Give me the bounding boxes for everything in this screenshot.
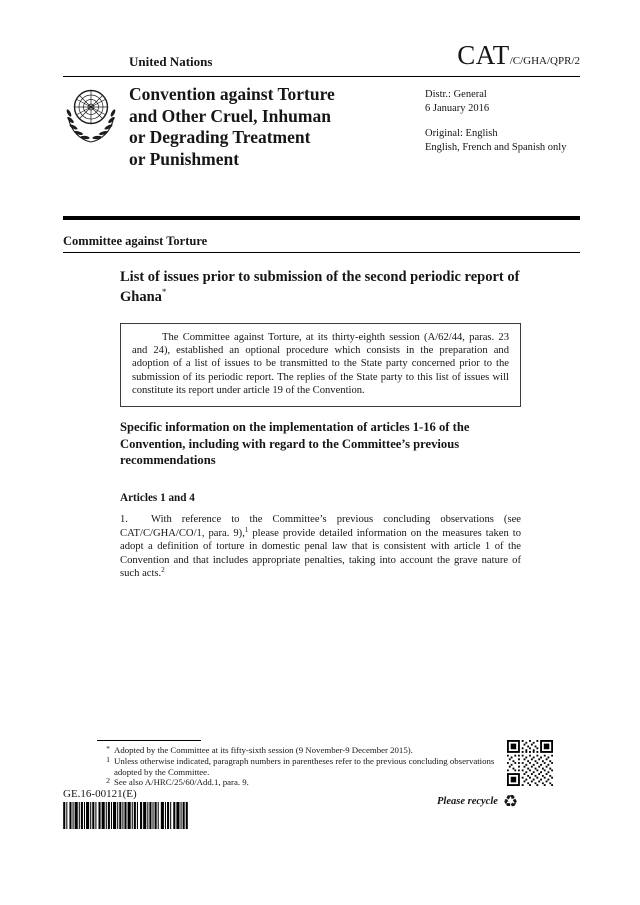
convention-title-line: or Degrading Treatment <box>129 127 311 147</box>
footnote-text: Adopted by the Committee at its fifty-sixth session (9 November-9 December 2015). <box>114 745 413 755</box>
committee-name: Committee against Torture <box>63 234 208 248</box>
convention-title-line: or Punishment <box>129 148 240 169</box>
spacer <box>425 115 566 127</box>
footnote-text: Unless otherwise indicated, paragraph numbers in parentheses refer to the previous concluding observations adopted by the Committee. <box>114 755 495 777</box>
barcode <box>63 802 188 834</box>
un-emblem-icon <box>60 82 122 151</box>
header-rule <box>63 76 580 77</box>
separator-bar <box>63 216 580 220</box>
document-title <box>120 268 560 307</box>
original-language-line: Original: English <box>425 128 498 139</box>
qr-code <box>507 740 553 791</box>
document-id: GE.16-00121(E) <box>63 788 137 800</box>
convention-title-line: Convention against Torture <box>129 84 335 104</box>
footnotes <box>97 745 521 788</box>
footnote-marker: 2 <box>106 776 110 786</box>
paragraph-number: 1. <box>120 514 128 525</box>
recycle-icon: ♻ <box>502 792 519 811</box>
date-line: 6 January 2016 <box>425 102 490 114</box>
document-title-text: List of issues prior to submission of the second periodic report of Ghana <box>120 269 520 305</box>
footnote-ref-2: 2 <box>161 566 165 575</box>
doc-symbol <box>457 40 580 71</box>
doc-symbol-main: CAT <box>457 40 510 70</box>
articles-sub-heading: Articles 1 and 4 <box>120 492 195 504</box>
distribution-block <box>425 88 566 154</box>
title-footnote-marker: * <box>161 286 167 297</box>
languages-line: English, French and Spanish only <box>425 141 567 153</box>
recycle-label: Please recycle <box>437 796 498 807</box>
footnote-star <box>97 745 521 756</box>
convention-title-line: and Other Cruel, Inhuman <box>129 105 331 126</box>
footnote-ref-1: 1 <box>244 525 249 534</box>
paragraph-text: please provide detailed information on the measures taken to adopt a definition of torture in domestic penal law that is consistent with article 1 of the Convention and that includes appropriate penalties, taking into account the grave nature of such acts. <box>120 527 522 580</box>
paragraph-text: With reference to the Committee’s previous concluding observations (see CAT/C/GHA/CO/1, para. 9), <box>120 514 521 539</box>
footnote-text: See also A/HRC/25/60/Add.1, para. 9. <box>114 777 249 788</box>
section-heading: Specific information on the implementation of articles 1-16 of the Convention, including with regard to the Committee’s previous recommendations <box>120 420 470 467</box>
distr-line: Distr.: General <box>425 89 487 100</box>
recycle-note <box>437 793 518 810</box>
footnote-marker: 1 <box>106 754 110 764</box>
footnote-2 <box>97 777 521 788</box>
doc-symbol-suffix: /C/GHA/QPR/2 <box>509 55 580 67</box>
convention-title <box>129 84 441 170</box>
procedure-box-text: The Committee against Torture, at its thirty-eighth session (A/62/44, paras. 23 and 24), established an optional procedure which consists in the preparation and adoption of a list of issues to be transmitted to the State party concerned prior to the submission of its periodic report. The replies of the State party to this list of issues will constitute its report under article 19 of the Convention. <box>132 332 509 396</box>
org-name: United Nations <box>129 54 213 69</box>
procedure-box <box>120 323 521 407</box>
committee-rule <box>63 252 580 253</box>
footnote-rule <box>97 740 201 741</box>
footnote-1 <box>97 756 521 778</box>
paragraph-1 <box>120 513 521 581</box>
footnote-marker: * <box>106 744 110 753</box>
